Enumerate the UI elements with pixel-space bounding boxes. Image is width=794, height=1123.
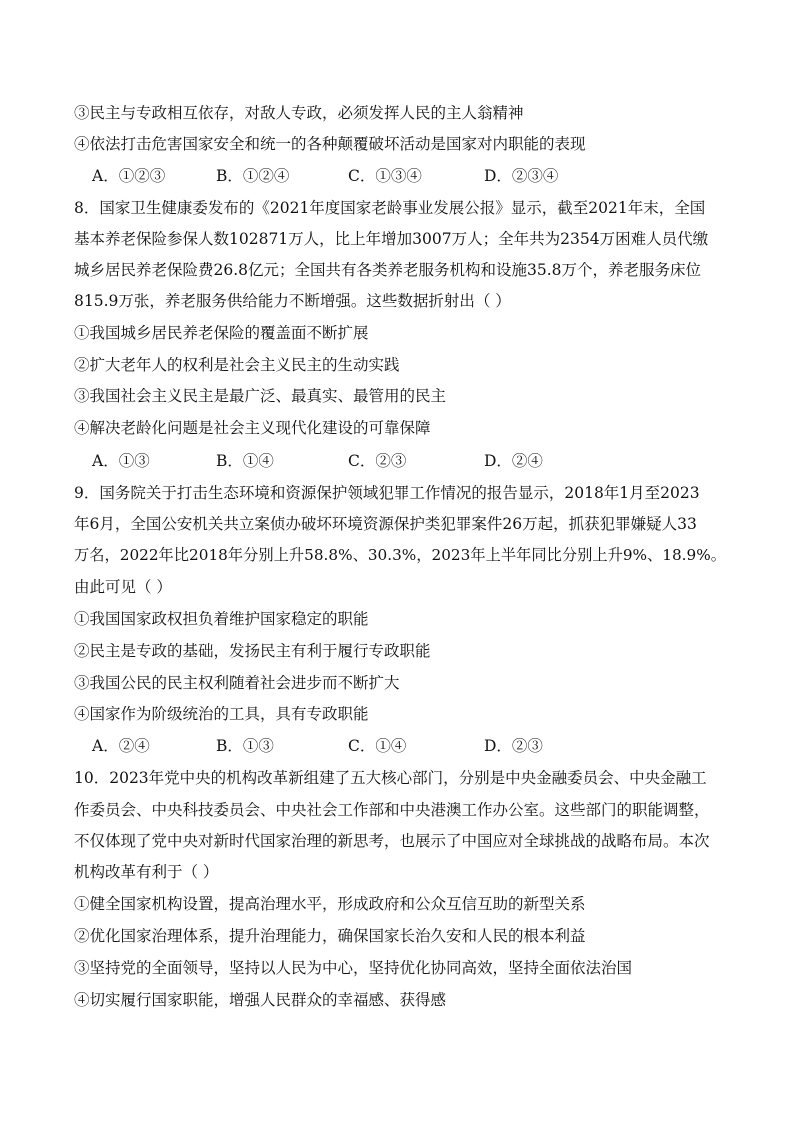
q8-option-a[interactable]: A．①③: [92, 452, 150, 470]
q10-stem-line-2: 作委员会、中央科技委员会、中央社会工作部和中央港澳工作办公室。这些部门的职能调整，: [74, 801, 710, 819]
q10-stem-line-4: 机构改革有利于（ ）: [74, 863, 219, 881]
q10-stem-line-3: 不仅体现了党中央对新时代国家治理的新思考，也展示了中国应对全球挑战的战略布局。本次: [74, 832, 710, 850]
q10-statement-3: ③坚持党的全面领导，坚持以人民为中心，坚持优化协同高效，坚持全面依法治国: [74, 959, 633, 977]
q10-stem-line-1: 10．2023年党中央的机构改革新组建了五大核心部门，分别是中央金融委员会、中央金融工: [74, 769, 707, 787]
q8-option-c[interactable]: C．②③: [348, 452, 407, 470]
q8-stem-line-4: 815.9万张，养老服务供给能力不断增强。这些数据折射出（ ）: [74, 292, 511, 310]
q9-option-c[interactable]: C．①④: [348, 737, 407, 755]
q8-statement-2: ②扩大老年人的权利是社会主义民主的生动实践: [74, 356, 400, 374]
q8-statement-3: ③我国社会主义民主是最广泛、最真实、最管用的民主: [74, 387, 447, 405]
q8-options: [92, 451, 652, 471]
q8-option-b[interactable]: B．①④: [216, 452, 274, 470]
q7-option-a[interactable]: A．①②③: [92, 167, 166, 185]
q7-option-c[interactable]: C．①③④: [348, 167, 422, 185]
q9-statement-4: ④国家作为阶级统治的工具，具有专政职能: [74, 705, 369, 723]
q7-statement-4: ④依法打击危害国家安全和统一的各种颠覆破坏活动是国家对内职能的表现: [74, 135, 586, 153]
q9-stem-line-3: 万名，2022年比2018年分别上升58.8%、30.3%，2023年上半年同比分别上升9%、18.9%。: [74, 546, 726, 564]
q7-options: [92, 166, 652, 186]
q7-option-d[interactable]: D．②③④: [484, 167, 559, 185]
q10-statement-1: ①健全国家机构设置，提高治理水平，形成政府和公众互信互助的新型关系: [74, 895, 586, 913]
q9-options: [92, 736, 652, 756]
q8-stem-line-2: 基本养老保险参保人数102871万人，比上年增加3007万人；全年共为2354万困难人员代缴: [74, 230, 709, 248]
q9-stem-line-1: 9．国务院关于打击生态环境和资源保护领域犯罪工作情况的报告显示，2018年1月至2023: [74, 484, 700, 502]
q9-option-b[interactable]: B．①③: [216, 737, 274, 755]
q9-option-d[interactable]: D．②③: [484, 737, 543, 755]
q7-statement-3: ③民主与专政相互依存，对敌人专政，必须发挥人民的主人翁精神: [74, 104, 524, 122]
q9-statement-2: ②民主是专政的基础，发扬民主有利于履行专政职能: [74, 642, 431, 660]
q9-option-a[interactable]: A．②④: [92, 737, 150, 755]
q10-statement-2: ②优化国家治理体系，提升治理能力，确保国家长治久安和人民的根本利益: [74, 927, 586, 945]
q8-stem-line-3: 城乡居民养老保险费26.8亿元；全国共有各类养老服务机构和设施35.8万个，养老服务床位: [74, 261, 702, 279]
q9-stem-line-4: 由此可见（ ）: [74, 578, 172, 596]
q8-option-d[interactable]: D．②④: [484, 452, 543, 470]
q8-statement-1: ①我国城乡居民养老保险的覆盖面不断扩展: [74, 324, 369, 342]
q9-statement-3: ③我国公民的民主权利随着社会进步而不断扩大: [74, 674, 400, 692]
q7-option-b[interactable]: B．①②④: [216, 167, 290, 185]
q8-stem-line-1: 8．国家卫生健康委发布的《2021年度国家老龄事业发展公报》显示，截至2021年末，全国: [74, 199, 706, 217]
q10-statement-4: ④切实履行国家职能，增强人民群众的幸福感、获得感: [74, 991, 447, 1009]
q8-statement-4: ④解决老龄化问题是社会主义现代化建设的可靠保障: [74, 419, 431, 437]
q9-statement-1: ①我国国家政权担负着维护国家稳定的职能: [74, 610, 369, 628]
q9-stem-line-2: 年6月，全国公安机关共立案侦办破坏环境资源保护类犯罪案件26万起，抓获犯罪嫌疑人33: [74, 515, 697, 533]
